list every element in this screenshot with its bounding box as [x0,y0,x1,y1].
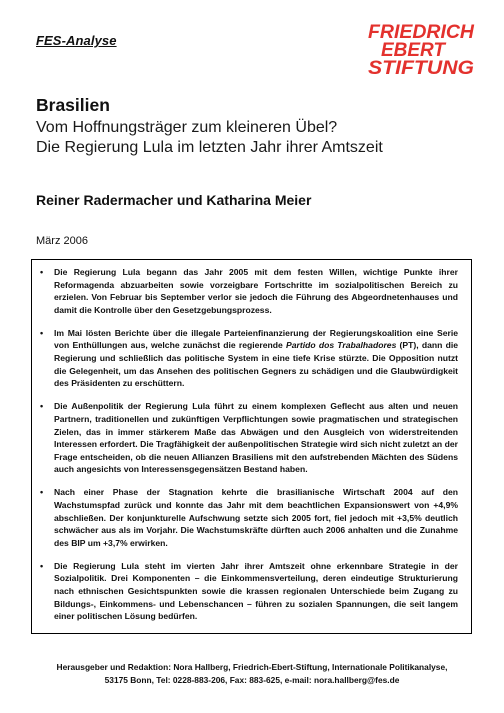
summary-item [40,486,458,549]
summary-box [31,259,472,634]
publication-date: März 2006 [36,235,88,247]
summary-text: Die Regierung Lula begann das Jahr 2005 mit dem festen Willen, wichtige Punkte ihrer Reformagenda abzuarbeiten sowie vorzeigbare Fortschritte im sozialpolitischen Bereich zu erzielen. Von Februar bis September verlor sie jedoch die Führung des Abgeordnetenhauses und damit die Kontrolle über den Gesetzgebungsprozess. [54,267,458,315]
summary-item [40,266,458,316]
summary-item [40,400,458,476]
series-label: FES-Analyse [36,33,117,48]
subtitle-line: Vom Hoffnungsträger zum kleineren Übel? [36,119,338,136]
summary-text-part: (PT), dann die Regierung und schließlich das politische System in eine tiefe Krise stürzte. Die Opposition nutzt die Gelegenheit, um das Ansehen des politischen Gegners zu schädigen und die Glaubwürdigkeit des Präsidenten zu erschüttern. [54,340,458,389]
svg-text:FRIEDRICH: FRIEDRICH [368,21,475,43]
summary-text-part: Im Mai lösten Berichte über die illegale Parteienfinanzierung der Regierungskoalition eine Serie von Enthüllungen aus, welche zunächst die regierende [54,327,458,351]
document-title: Brasilien [36,95,110,115]
summary-list [40,266,458,623]
bullet-icon: • [40,267,44,277]
subtitle-line: Die Regierung Lula im letzten Jahr ihrer Amtszeit [36,139,383,156]
footer-line: 53175 Bonn, Tel: 0228-883-206, Fax: 883-625, e-mail: nora.hallberg@fes.de [104,675,400,685]
footer-line: Herausgeber und Redaktion: Nora Hallberg, Friedrich-Ebert-Stiftung, Internationale Politikanalyse, [56,662,448,672]
bullet-icon: • [40,487,44,498]
summary-text: Die Außenpolitik der Regierung Lula führt zu einem komplexen Geflecht aus alten und neuen Partnern, traditionellen und zukünftigen Verpflichtungen sowie pragmatischen und strategischen Zielen, das in immer stärkerem Maße das Abwägen und den Ausgleich von widerstreitenden Interessen erfordert. Die Tragfähigkeit der außenpolitischen Strategie wird sich nicht zuletzt an der Frage entscheiden, ob die neuen Allianzen Brasiliens mit den aufstrebenden Mächten des Südens auch angesichts von Interessensgegensätzen Bestand haben. [54,401,458,475]
summary-text: Die Regierung Lula steht im vierten Jahr ihrer Amtszeit ohne erkennbare Strategie in der Sozialpolitik. Drei Komponenten – die Einkommensverteilung, deren eindeutige Strukturierung nach ethnischen Gesichtspunkten sowie die krassen regionalen Unterschiede beim Zugang zu Bildungs-, Einkommens- und Lebenschancen – führen zu sozialen Spannungen, die seit langem einer politischen Lösung bedürfen. [54,560,458,622]
bullet-icon: • [40,401,44,412]
party-name: Partido dos Trabalhadores [286,340,397,351]
bullet-icon: • [40,560,44,571]
summary-text [54,328,458,388]
summary-item [40,560,458,623]
summary-item [40,327,458,390]
svg-text:EBERT: EBERT [381,39,448,61]
bullet-icon: • [40,327,44,338]
svg-text:STIFTUNG: STIFTUNG [368,57,474,79]
fes-logo [367,21,475,79]
summary-text: Nach einer Phase der Stagnation kehrte die brasilianische Wirtschaft 2004 auf den Wachstumspfad zurück und konnte das Jahr mit dem beachtlichen Expansionswert von +4,9% abschließen. Der konjunkturelle Aufschwung setzte sich 2005 fort, fiel jedoch mit +3,5% deutlich schwächer aus als im Vorjahr. Die Wachstumskräfte dürften auch 2006 anhalten und die Zunahme des BIP um +3,7% erwirken. [54,487,458,548]
document-subtitle [36,118,476,158]
publisher-footer [30,661,474,687]
authors: Reiner Radermacher und Katharina Meier [36,192,312,208]
